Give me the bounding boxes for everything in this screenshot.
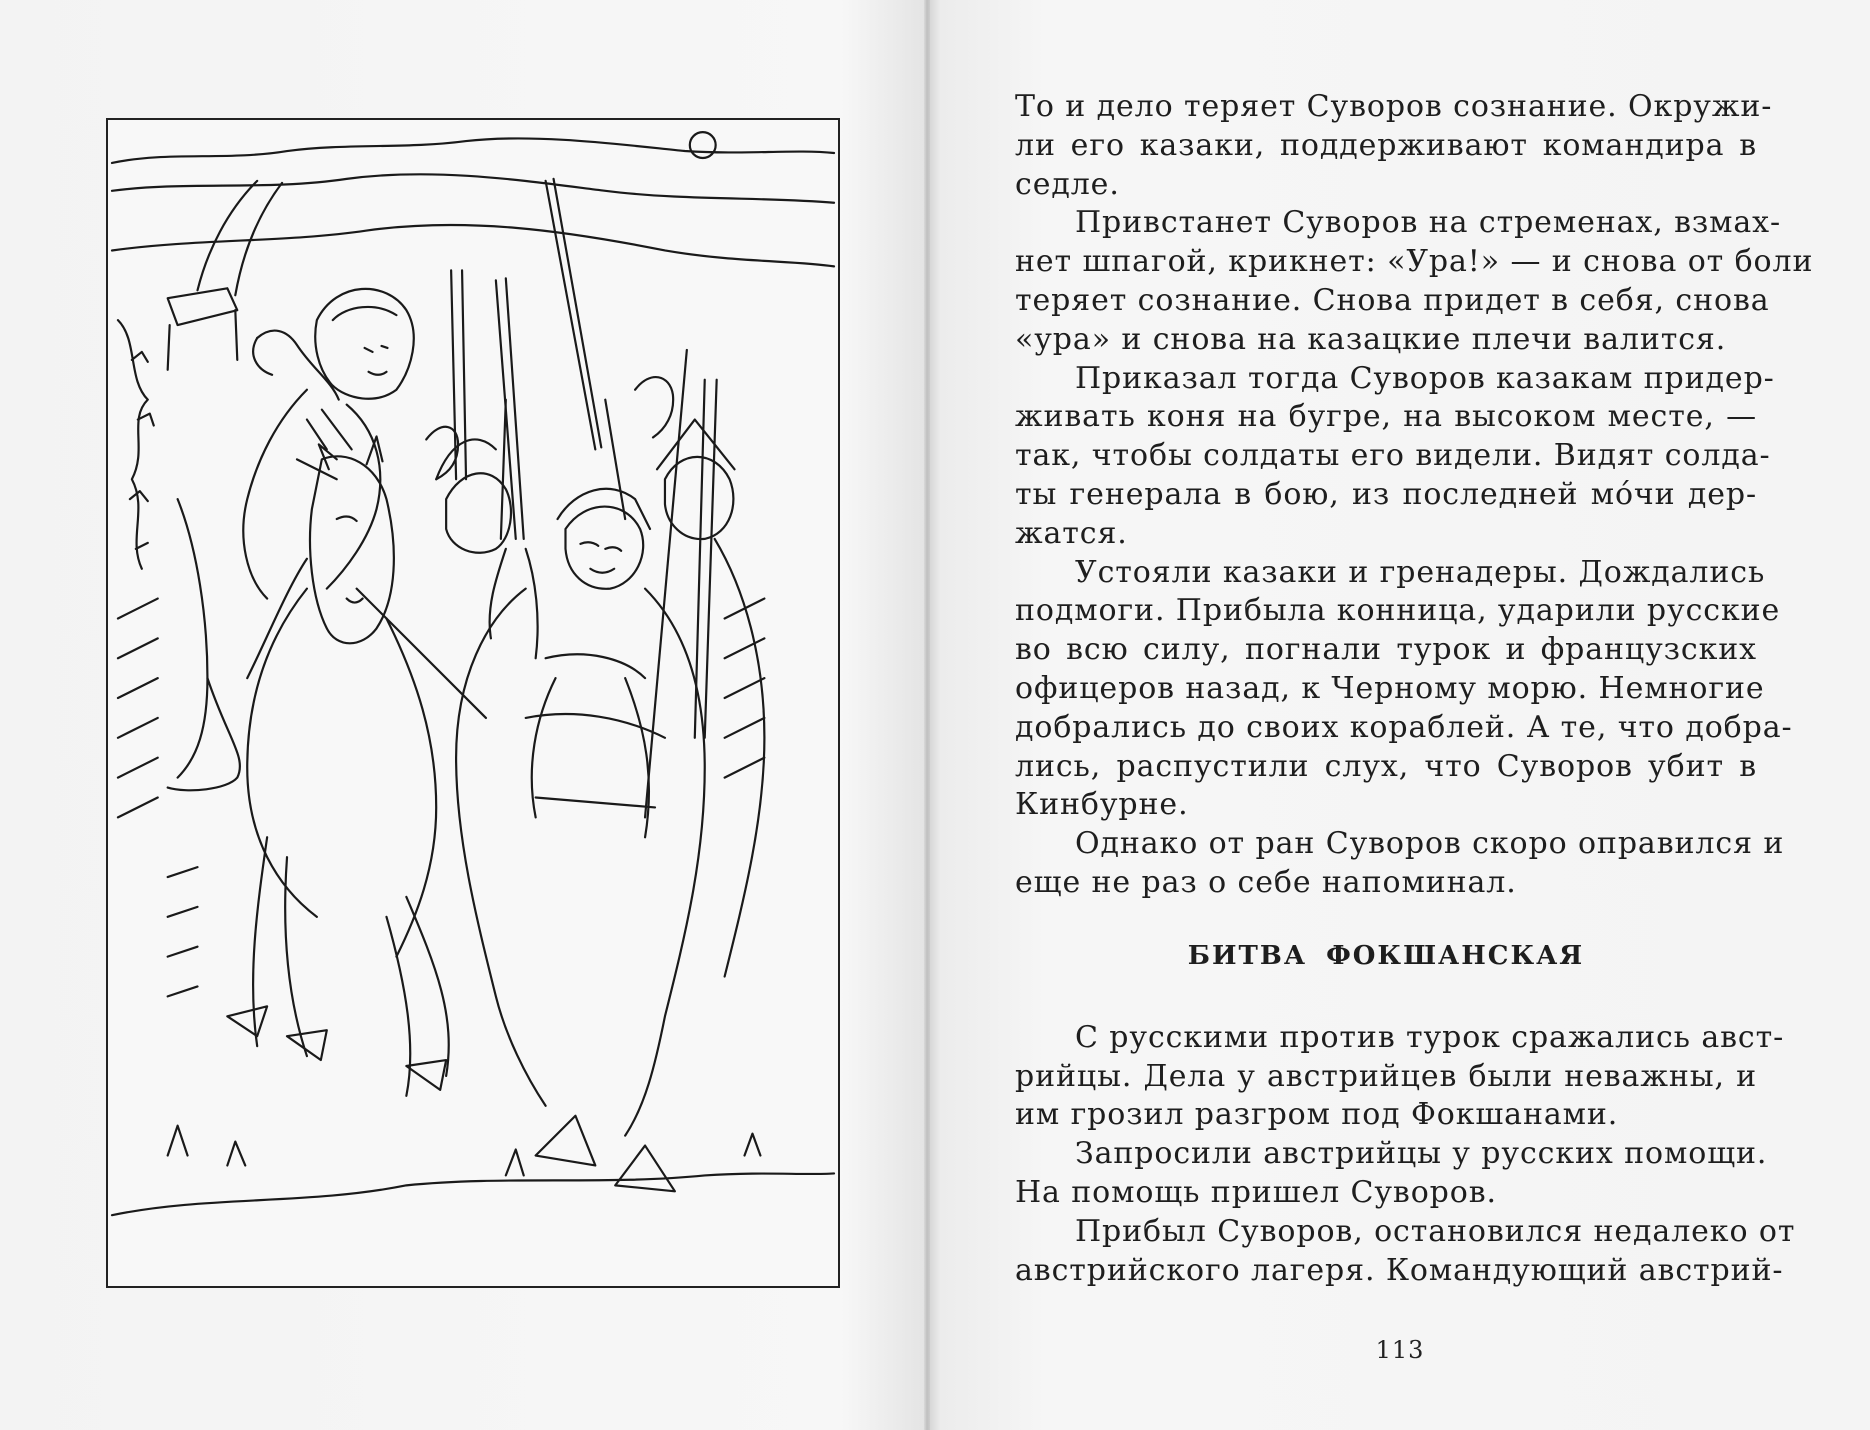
text-line: подмоги. Прибыла конница, ударили русские <box>1015 593 1781 629</box>
text-line: во всю силу, погнали турок и французских <box>1015 632 1757 668</box>
text-line: Привстанет Суворов на стременах, взмах- <box>1075 205 1782 241</box>
book-gutter <box>924 0 930 1430</box>
text-line: лись, распустили слух, что Суворов убит в <box>1015 748 1757 784</box>
text-page <box>1015 88 1814 1290</box>
text-line: «ура» и снова на казацкие плечи валится. <box>1015 321 1727 357</box>
paragraph <box>1015 204 1814 359</box>
text-line: живать коня на бугре, на высоком месте, — <box>1015 399 1757 435</box>
text-line: ли его казаки, поддерживают командира в <box>1015 127 1757 163</box>
text-line: добрались до своих кораблей. А те, что добра- <box>1015 709 1793 745</box>
paragraph <box>1015 554 1793 826</box>
soldiers-on-horseback-illustration-icon <box>108 120 838 1286</box>
text-line: так, чтобы солдаты его видели. Видят солда- <box>1015 438 1771 474</box>
text-line: офицеров назад, к Черному морю. Немногие <box>1015 670 1765 706</box>
paragraph <box>1015 1135 1768 1213</box>
text-line: седле. <box>1015 166 1120 202</box>
text-line: теряет сознание. Снова придет в себя, снова <box>1015 282 1770 318</box>
text-line: ты генерала в бою, из последней мо́чи дер- <box>1015 476 1757 512</box>
paragraph <box>1015 1019 1785 1135</box>
text-line: рийцы. Дела у австрийцев были неважны, и <box>1015 1058 1757 1094</box>
text-line: им грозил разгром под Фокшанами. <box>1015 1097 1619 1133</box>
illustration-frame <box>106 118 840 1288</box>
text-line: Приказал тогда Суворов казакам придер- <box>1075 360 1775 396</box>
text-line: Запросили австрийцы у русских помощи. <box>1075 1136 1768 1172</box>
section-heading: БИТВА ФОКШАНСКАЯ <box>1187 940 1585 971</box>
page-number: 113 <box>1375 1336 1425 1364</box>
text-line: Кинбурне. <box>1015 787 1189 823</box>
paragraph <box>1015 825 1785 903</box>
text-line: Прибыл Суворов, остановился недалеко от <box>1075 1213 1796 1249</box>
paragraph <box>1015 1213 1796 1291</box>
paragraph <box>1015 360 1775 554</box>
text-line: С русскими против турок сражались авст- <box>1075 1019 1785 1055</box>
text-line: австрийского лагеря. Командующий австрий- <box>1015 1252 1784 1288</box>
text-line: нет шпагой, крикнет: «Ура!» — и снова от боли <box>1015 244 1814 280</box>
paragraph <box>1015 88 1773 204</box>
text-line: То и дело теряет Суворов сознание. Окружи- <box>1015 89 1773 124</box>
text-line: жатся. <box>1015 515 1128 551</box>
text-line: еще не раз о себе напоминал. <box>1015 864 1517 900</box>
text-line: На помощь пришел Суворов. <box>1015 1174 1497 1210</box>
text-line: Устояли казаки и гренадеры. Дождались <box>1075 554 1766 590</box>
text-line: Однако от ран Суворов скоро оправился и <box>1075 826 1785 862</box>
